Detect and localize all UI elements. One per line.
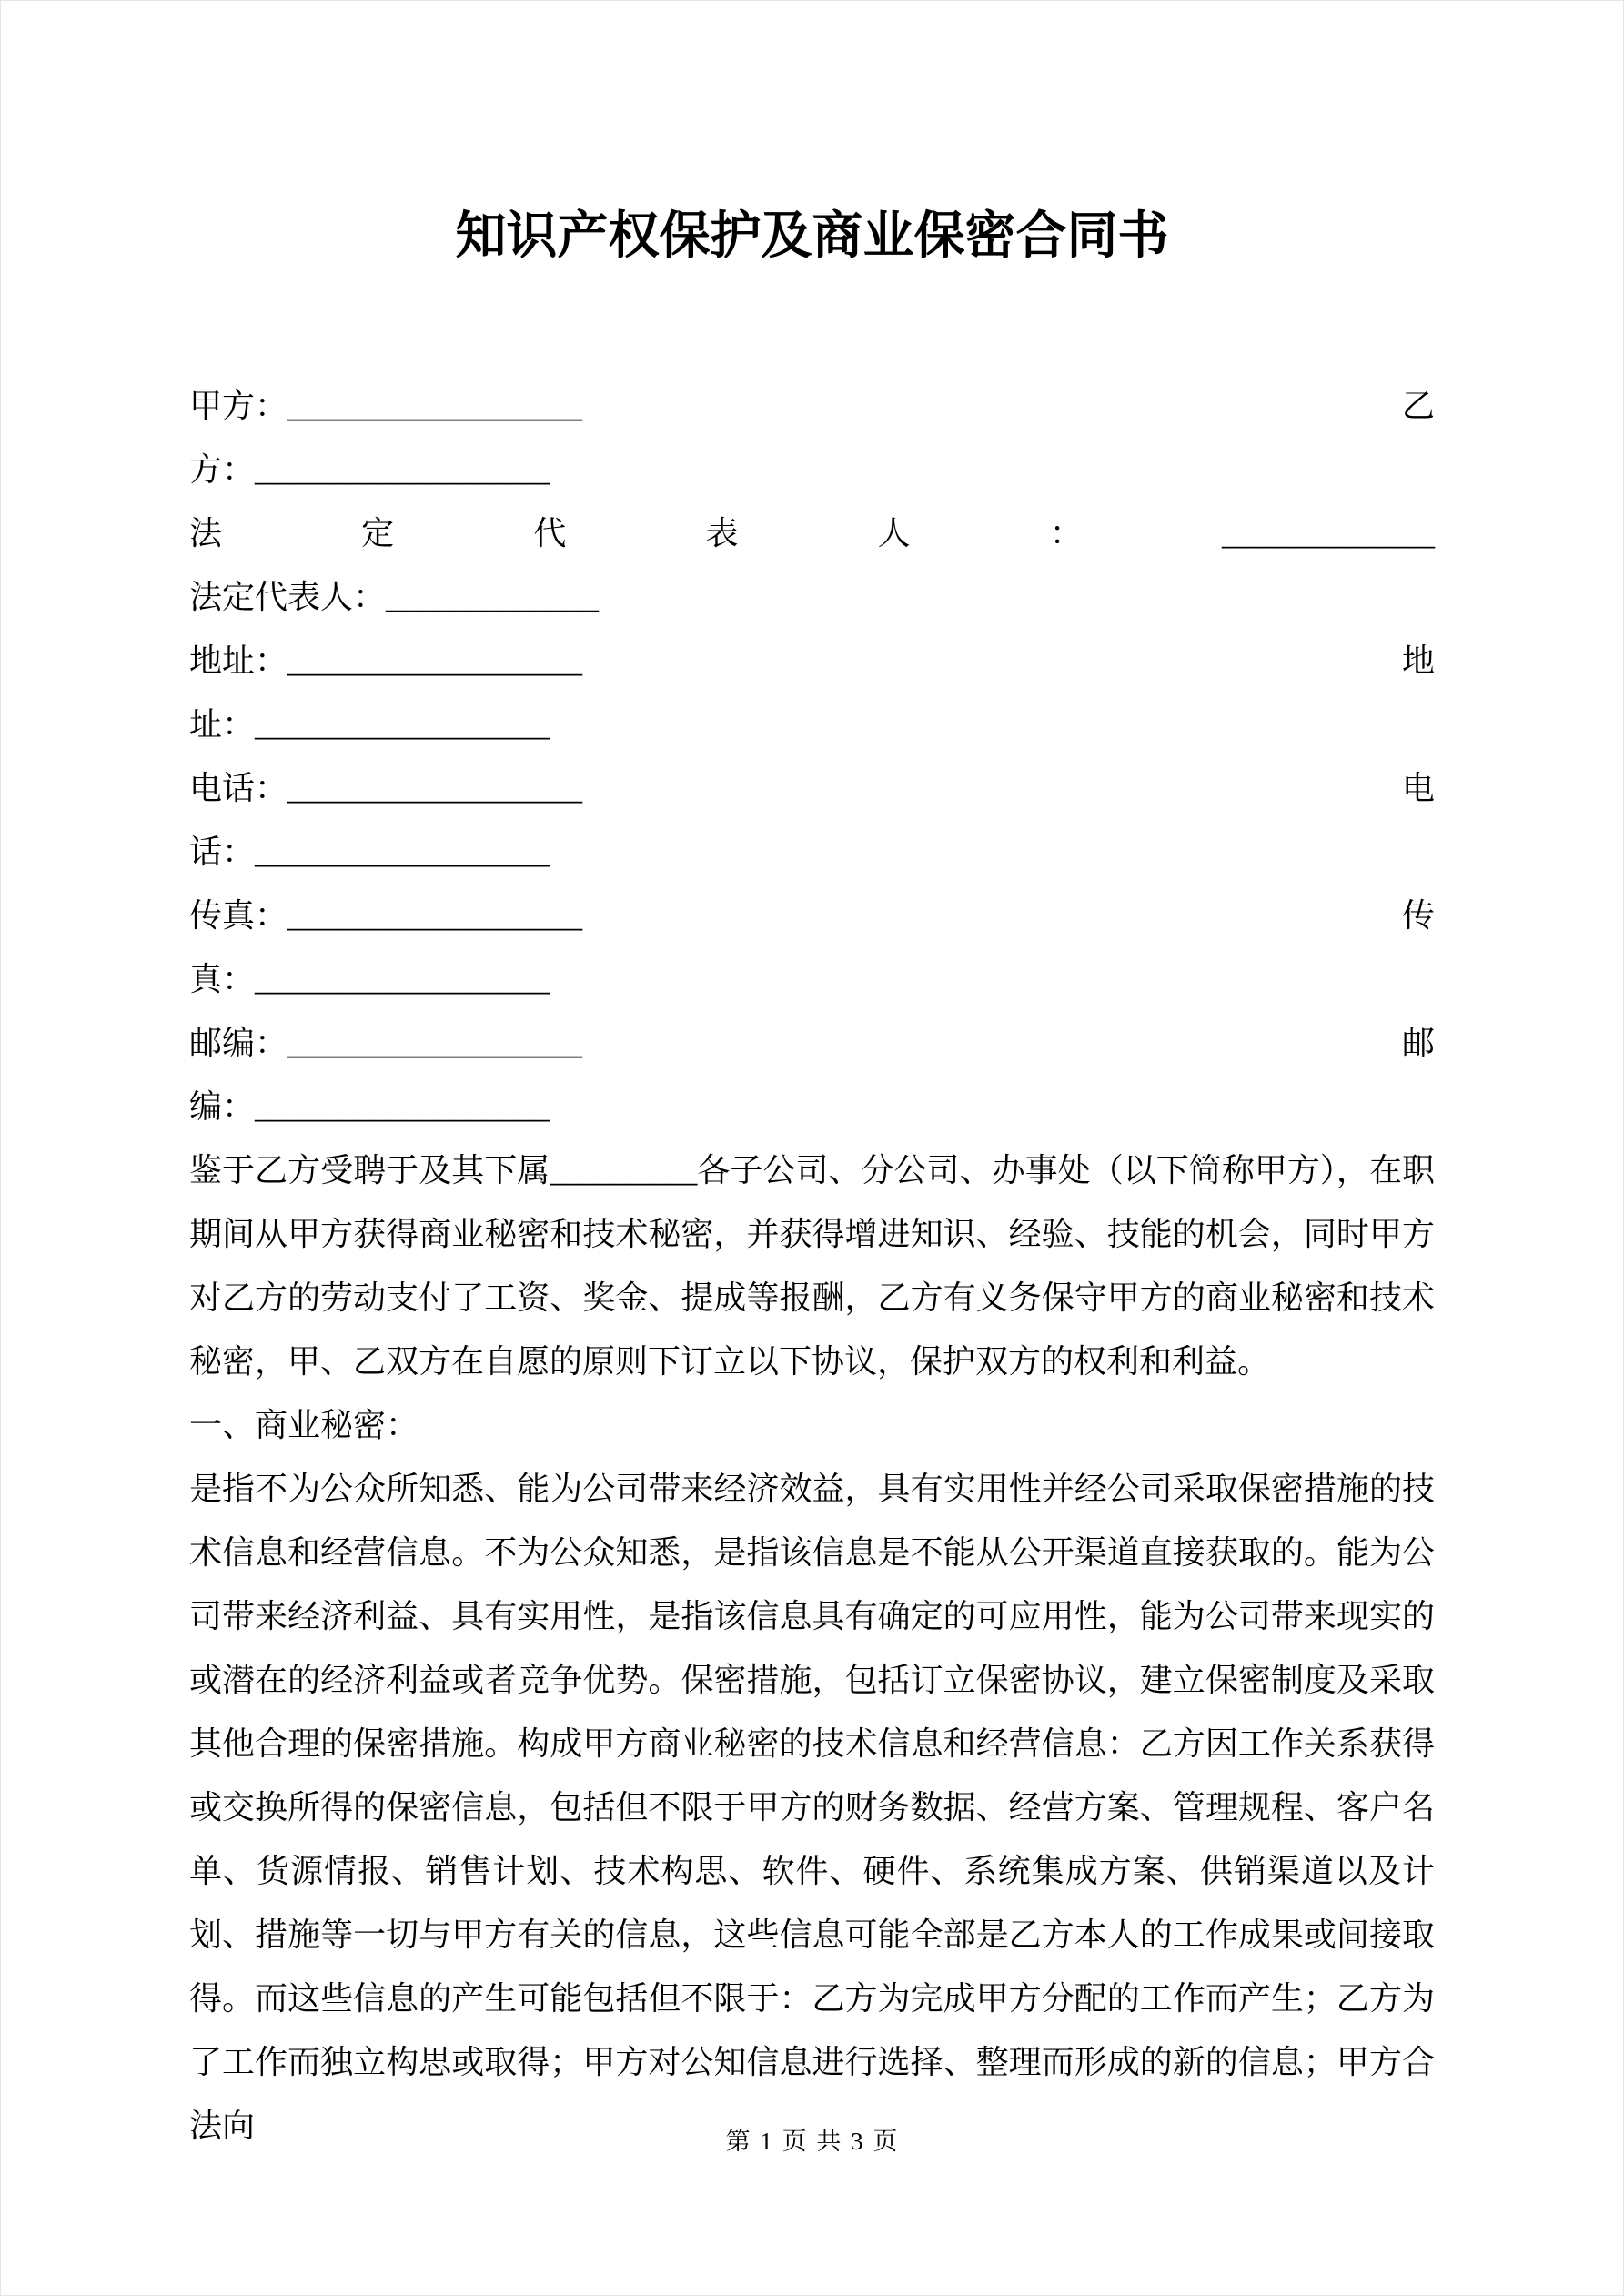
- legal-rep-a-char: 表: [705, 515, 739, 551]
- form-line-phone-a: [189, 756, 1435, 820]
- form-line-fax-a: [189, 884, 1435, 947]
- fax-b-label-wrapped-char: 传: [1401, 897, 1435, 934]
- intro-paragraph: [189, 1138, 1435, 1393]
- address-a-label: 地址：: [189, 642, 288, 679]
- address-b-blank-field[interactable]: __________________: [255, 706, 550, 743]
- fax-b-blank-field[interactable]: __________________: [255, 961, 550, 997]
- zip-a-label: 邮编：: [189, 1025, 288, 1061]
- form-line-party-b: [189, 438, 1435, 501]
- legal-rep-a-blank-field[interactable]: _____________: [1221, 515, 1435, 551]
- legal-rep-a-char: 代: [533, 515, 567, 551]
- phone-a-label: 电话：: [189, 770, 288, 806]
- address-b-field: [189, 693, 550, 756]
- form-line-legal-rep-a: [189, 501, 1435, 565]
- fax-b-label: 真：: [189, 961, 256, 997]
- form-line-address-a: [189, 629, 1435, 693]
- zip-b-label: 编：: [189, 1088, 256, 1125]
- form-line-fax-b: [189, 947, 1435, 1011]
- party-b-field: [189, 438, 550, 501]
- phone-b-field: [189, 820, 550, 884]
- phone-a-blank-field[interactable]: __________________: [287, 770, 583, 806]
- form-line-legal-rep-b: [189, 565, 1435, 629]
- intro-text-before-blank: 鉴于乙方受聘于及其下属: [189, 1152, 550, 1188]
- form-line-address-b: [189, 693, 1435, 756]
- phone-b-label: 话：: [189, 834, 256, 870]
- phone-a-field: [189, 756, 582, 820]
- zip-a-blank-field[interactable]: __________________: [287, 1025, 583, 1061]
- form-line-party-a: [189, 374, 1435, 438]
- section-1-heading: 一、商业秘密：: [189, 1407, 419, 1443]
- phone-b-blank-field[interactable]: __________________: [255, 834, 550, 870]
- form-line-zip-a: [189, 1011, 1435, 1075]
- party-b-label: 方：: [189, 451, 256, 488]
- legal-rep-b-field: [189, 565, 599, 629]
- page-title: 知识产权保护及商业保密合同书: [455, 208, 1169, 265]
- form-line-phone-b: [189, 820, 1435, 884]
- form-line-zip-b: [189, 1075, 1435, 1138]
- party-a-field: [189, 374, 582, 438]
- address-b-label: 址：: [189, 706, 256, 743]
- legal-rep-a-char: 定: [361, 515, 395, 551]
- zip-b-field: [189, 1075, 550, 1138]
- legal-rep-a-char: 人: [877, 515, 911, 551]
- legal-rep-a-char: 法: [189, 515, 223, 551]
- fax-a-field: [189, 884, 582, 947]
- fax-a-blank-field[interactable]: __________________: [287, 897, 583, 934]
- phone-b-label-wrapped-char: 电: [1401, 770, 1435, 806]
- zip-b-label-wrapped-char: 邮: [1401, 1025, 1435, 1061]
- party-b-label-wrapped-char: 乙: [1401, 388, 1435, 424]
- zip-a-field: [189, 1011, 582, 1075]
- address-a-field: [189, 629, 582, 693]
- address-a-blank-field[interactable]: __________________: [287, 642, 583, 679]
- page-number-footer: 第 1 页 共 3 页: [725, 2128, 900, 2155]
- address-b-label-wrapped-char: 地: [1401, 642, 1435, 679]
- legal-rep-b-blank-field[interactable]: _____________: [386, 579, 600, 615]
- legal-rep-a-colon: ：: [1049, 515, 1083, 551]
- subsidiary-name-blank-field[interactable]: _________: [550, 1152, 698, 1188]
- party-b-blank-field[interactable]: __________________: [255, 451, 550, 488]
- section-1-paragraph: 是指不为公众所知悉、能为公司带来经济效益，具有实用性并经公司采取保密措施的技术信息和经营信息。不为公众知悉，是指该信息是不能从公开渠道直接获取的。能为公司带来经济利益、具有实用性，是指该信息具有确定的可应用性，能为公司带来现实的或潜在的经济利益或者竞争优势。保密措施，包括订立保密协议，建立保密制度及采取其他合理的保密措施。构成甲方商业秘密的技术信息和经营信息：乙方因工作关系获得或交换所得的保密信息，包括但不限于甲方的财务数据、经营方案、管理规程、客户名单、货源情报、销售计划、技术构思、软件、硬件、系统集成方案、供销渠道以及计划、措施等一切与甲方有关的信息，这些信息可能全部是乙方本人的工作成果或间接取得。而这些信息的产生可能包括但不限于：乙方为完成甲方分配的工作而产生；乙方为了工作而独立构思或取得；甲方对公知信息进行选择、整理而形成的新的信息；甲方合法向: [189, 1471, 1435, 2144]
- fax-a-label: 传真：: [189, 897, 288, 934]
- legal-rep-b-label: 法定代表人：: [189, 579, 387, 615]
- party-a-blank-field[interactable]: __________________: [287, 388, 583, 424]
- intro-text-after-blank: 各子公司、分公司、办事处（以下简称甲方），在职期间从甲方获得商业秘密和技术秘密，并获得增进知识、经验、技能的机会，同时甲方对乙方的劳动支付了工资、奖金、提成等报酬，乙方有义务保守甲方的商业秘密和技术秘密，甲、乙双方在自愿的原则下订立以下协议，保护双方的权利和利益。: [189, 1152, 1435, 1380]
- zip-b-blank-field[interactable]: __________________: [255, 1088, 550, 1125]
- fax-b-field: [189, 947, 550, 1011]
- contract-parties-form: [189, 374, 1435, 1138]
- party-a-label: 甲方：: [189, 388, 288, 424]
